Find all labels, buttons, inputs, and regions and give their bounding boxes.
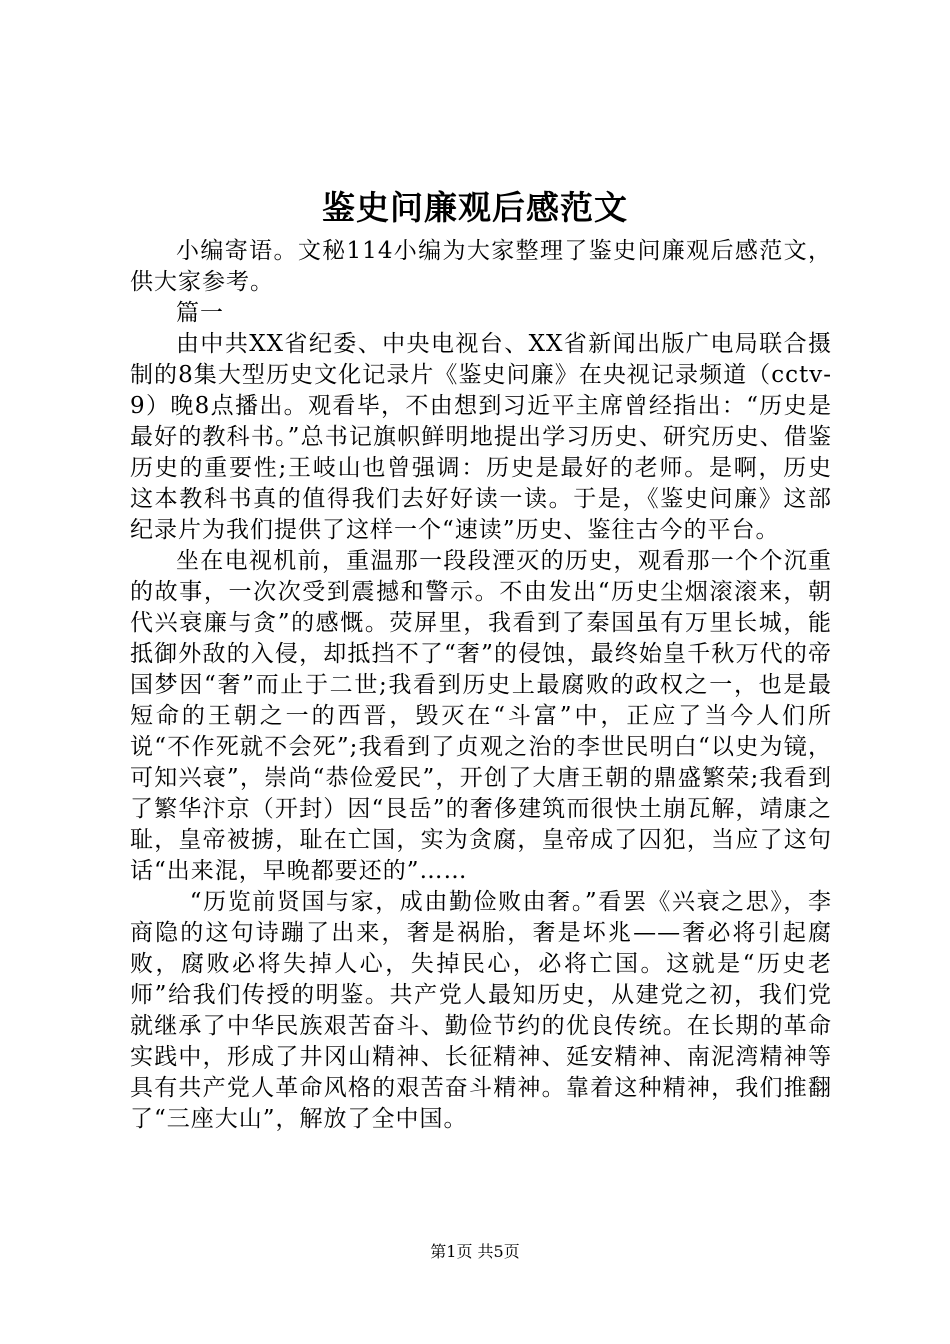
paragraph-2: 坐在电视机前，重温那一段段湮灭的历史，观看那一个个沉重的故事，一次次受到震撼和警示。不由发出“历史尘烟滚滚来，朝代兴衰廉与贪”的感慨。荧屏里，我看到了秦国虽有万里长城，能抵御外敌的入侵，却抵挡不了“奢”的侵蚀，最终始皇千秋万代的帝国梦因“奢”而止于二世;我看到历史上最腐败的政权之一，也是最短命的王朝之一的西晋，毁灭在“斗富”中，正应了当今人们所说“不作死就不会死”;我看到了贞观之治的李世民明白“以史为镜，可知兴衰”，崇尚“恭俭爱民”，开创了大唐王朝的鼎盛繁荣;我看到了繁华汴京（开封）因“艮岳”的奢侈建筑而很快土崩瓦解，靖康之耻，皇帝被掳，耻在亡国，实为贪腐，皇帝成了囚犯，当应了这句话“出来混，早晚都要还的”…… xyxy=(130,548,832,884)
document-title: 鉴史问廉观后感范文 xyxy=(322,188,628,227)
section-heading: 篇一 xyxy=(176,300,224,326)
paragraph-3: “历览前贤国与家，成由勤俭败由奢。”看罢《兴衰之思》，李商隐的这句诗蹦了出来，奢是祸胎，奢是坏兆——奢必将引起腐败，腐败必将失掉人心，失掉民心，必将亡国。这就是“历史老师”给我们传授的明鉴。共产党人最知历史，从建党之初，我们党就继承了中华民族艰苦奋斗、勤俭节约的优良传统。在长期的革命实践中，形成了井冈山精神、长征精神、延安精神、南泥湾精神等具有共产党人革命风格的艰苦奋斗精神。靠着这种精神，我们推翻了“三座大山”，解放了全中国。 xyxy=(130,889,832,1132)
paragraph-1: 由中共XX省纪委、中央电视台、XX省新闻出版广电局联合摄制的8集大型历史文化记录片《鉴史问廉》在央视记录频道（cctv-9）晚8点播出。观看毕，不由想到习近平主席曾经指出：“历史是最好的教科书。”总书记旗帜鲜明地提出学习历史、研究历史、借鉴历史的重要性;王岐山也曾强调：历史是最好的老师。是啊，历史这本教科书真的值得我们去好好读一读。于是，《鉴史问廉》这部纪录片为我们提供了这样一个“速读”历史、鉴往古今的平台。 xyxy=(130,331,832,543)
document-body xyxy=(130,236,832,1135)
paragraph-intro: 小编寄语。文秘114小编为大家整理了鉴史问廉观后感范文，供大家参考。 xyxy=(130,238,832,295)
page-footer: 第1页 共5页 xyxy=(430,1242,520,1261)
